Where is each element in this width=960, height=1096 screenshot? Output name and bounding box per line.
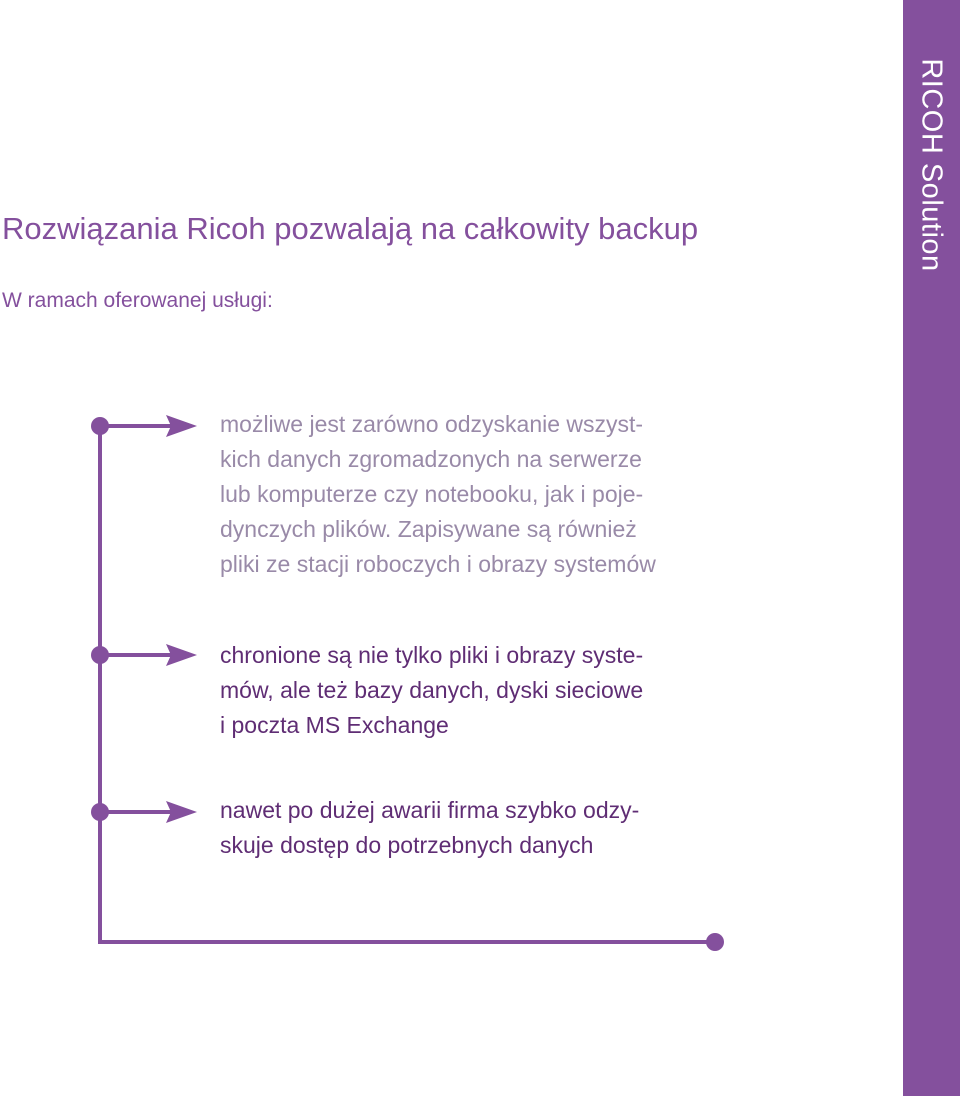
bullet-dot-1 bbox=[91, 417, 109, 435]
bullet-dot-3 bbox=[91, 803, 109, 821]
text-line: możliwe jest zarówno odzyskanie wszyst- bbox=[220, 411, 644, 437]
text-line: mów, ale też bazy danych, dyski sieciowe bbox=[220, 677, 644, 703]
text-line: dynczych plików. Zapisywane są również bbox=[220, 516, 637, 542]
text-line: kich danych zgromadzonych na serwerze bbox=[220, 446, 642, 472]
text-line: skuje dostęp do potrzebnych danych bbox=[220, 832, 594, 858]
text-line: nawet po dużej awarii firma szybko odzy- bbox=[220, 797, 640, 823]
intro-text: W ramach oferowanej usługi: bbox=[2, 289, 273, 312]
bullet-text-2 bbox=[220, 638, 643, 743]
page-title: Rozwiązania Ricoh pozwalają na całkowity backup bbox=[2, 211, 699, 246]
text-line: pliki ze stacji roboczych i obrazy systemów bbox=[220, 551, 656, 577]
brand-label: RICOH Solution bbox=[915, 58, 948, 272]
bullet-text-1 bbox=[220, 407, 656, 582]
bullet-text-3 bbox=[220, 793, 639, 863]
text-line: i poczta MS Exchange bbox=[220, 712, 449, 738]
text-line: chronione są nie tylko pliki i obrazy syste- bbox=[220, 642, 644, 668]
bullet-dot-2 bbox=[91, 646, 109, 664]
text-line: lub komputerze czy notebooku, jak i poje- bbox=[220, 481, 644, 507]
end-dot bbox=[706, 933, 724, 951]
